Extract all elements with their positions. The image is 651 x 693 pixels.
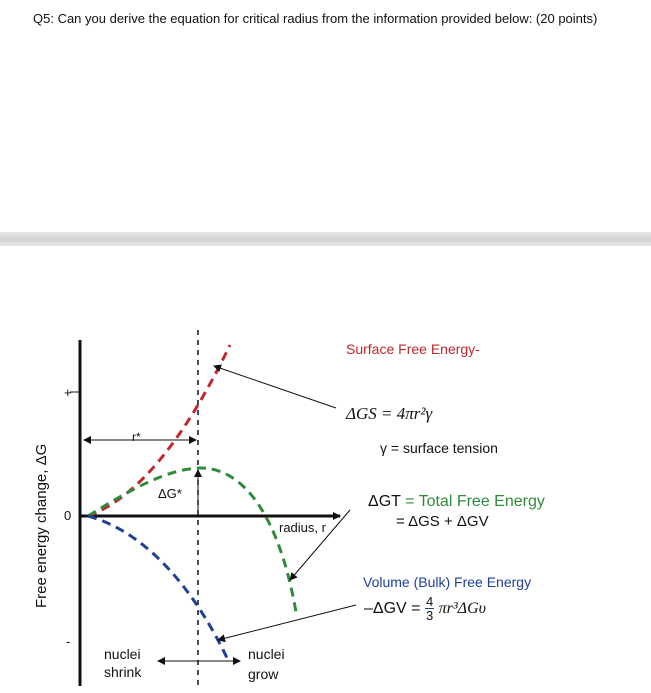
question-text: Q5: Can you derive the equation for critical radius from the information provided below: (20 points) (33, 11, 598, 26)
volume-eq-fraction (425, 595, 434, 622)
r-star-label: r* (132, 430, 141, 444)
total-equation-line1 (368, 493, 545, 511)
y-axis-label: Free energy change, ΔG (33, 443, 50, 608)
volume-title: Volume (Bulk) Free Energy (363, 574, 532, 590)
total-equation-line2: = ΔGS + ΔGV (396, 513, 489, 530)
nuclei-grow-line2: grow (248, 666, 279, 682)
nucleation-diagram (0, 246, 651, 693)
surface-equation: ΔGS = 4πr²γ (346, 404, 433, 423)
volume-leader (218, 605, 356, 640)
surface-title: Surface Free Energy- (346, 341, 480, 357)
volume-eq-frac-den: 3 (425, 608, 434, 624)
volume-eq-lhs: –ΔGV = (364, 600, 421, 617)
plus-tick: + (64, 385, 72, 400)
section-divider (0, 232, 651, 246)
surface-leader (214, 366, 336, 408)
volume-eq-frac-num: 4 (425, 594, 434, 610)
volume-equation (364, 594, 486, 624)
zero-tick: 0 (64, 508, 72, 523)
total-eq-title: = Total Free Energy (405, 493, 545, 510)
nuclei-grow-line1: nuclei (248, 646, 285, 662)
nuclei-shrink-line2: shrink (104, 664, 142, 680)
volume-energy-curve (88, 516, 228, 660)
total-energy-curve (88, 468, 296, 612)
radius-label: radius, r (279, 520, 326, 535)
gamma-definition: γ = surface tension (380, 440, 498, 456)
diagram-graphics (0, 246, 651, 693)
nuclei-shrink-line1: nuclei (104, 646, 141, 662)
minus-tick: - (66, 634, 71, 649)
total-eq-lhs: ΔGT (368, 493, 401, 510)
delta-g-star-label: ΔG* (158, 486, 182, 501)
volume-eq-rhs: πr³ΔGυ (438, 600, 486, 617)
